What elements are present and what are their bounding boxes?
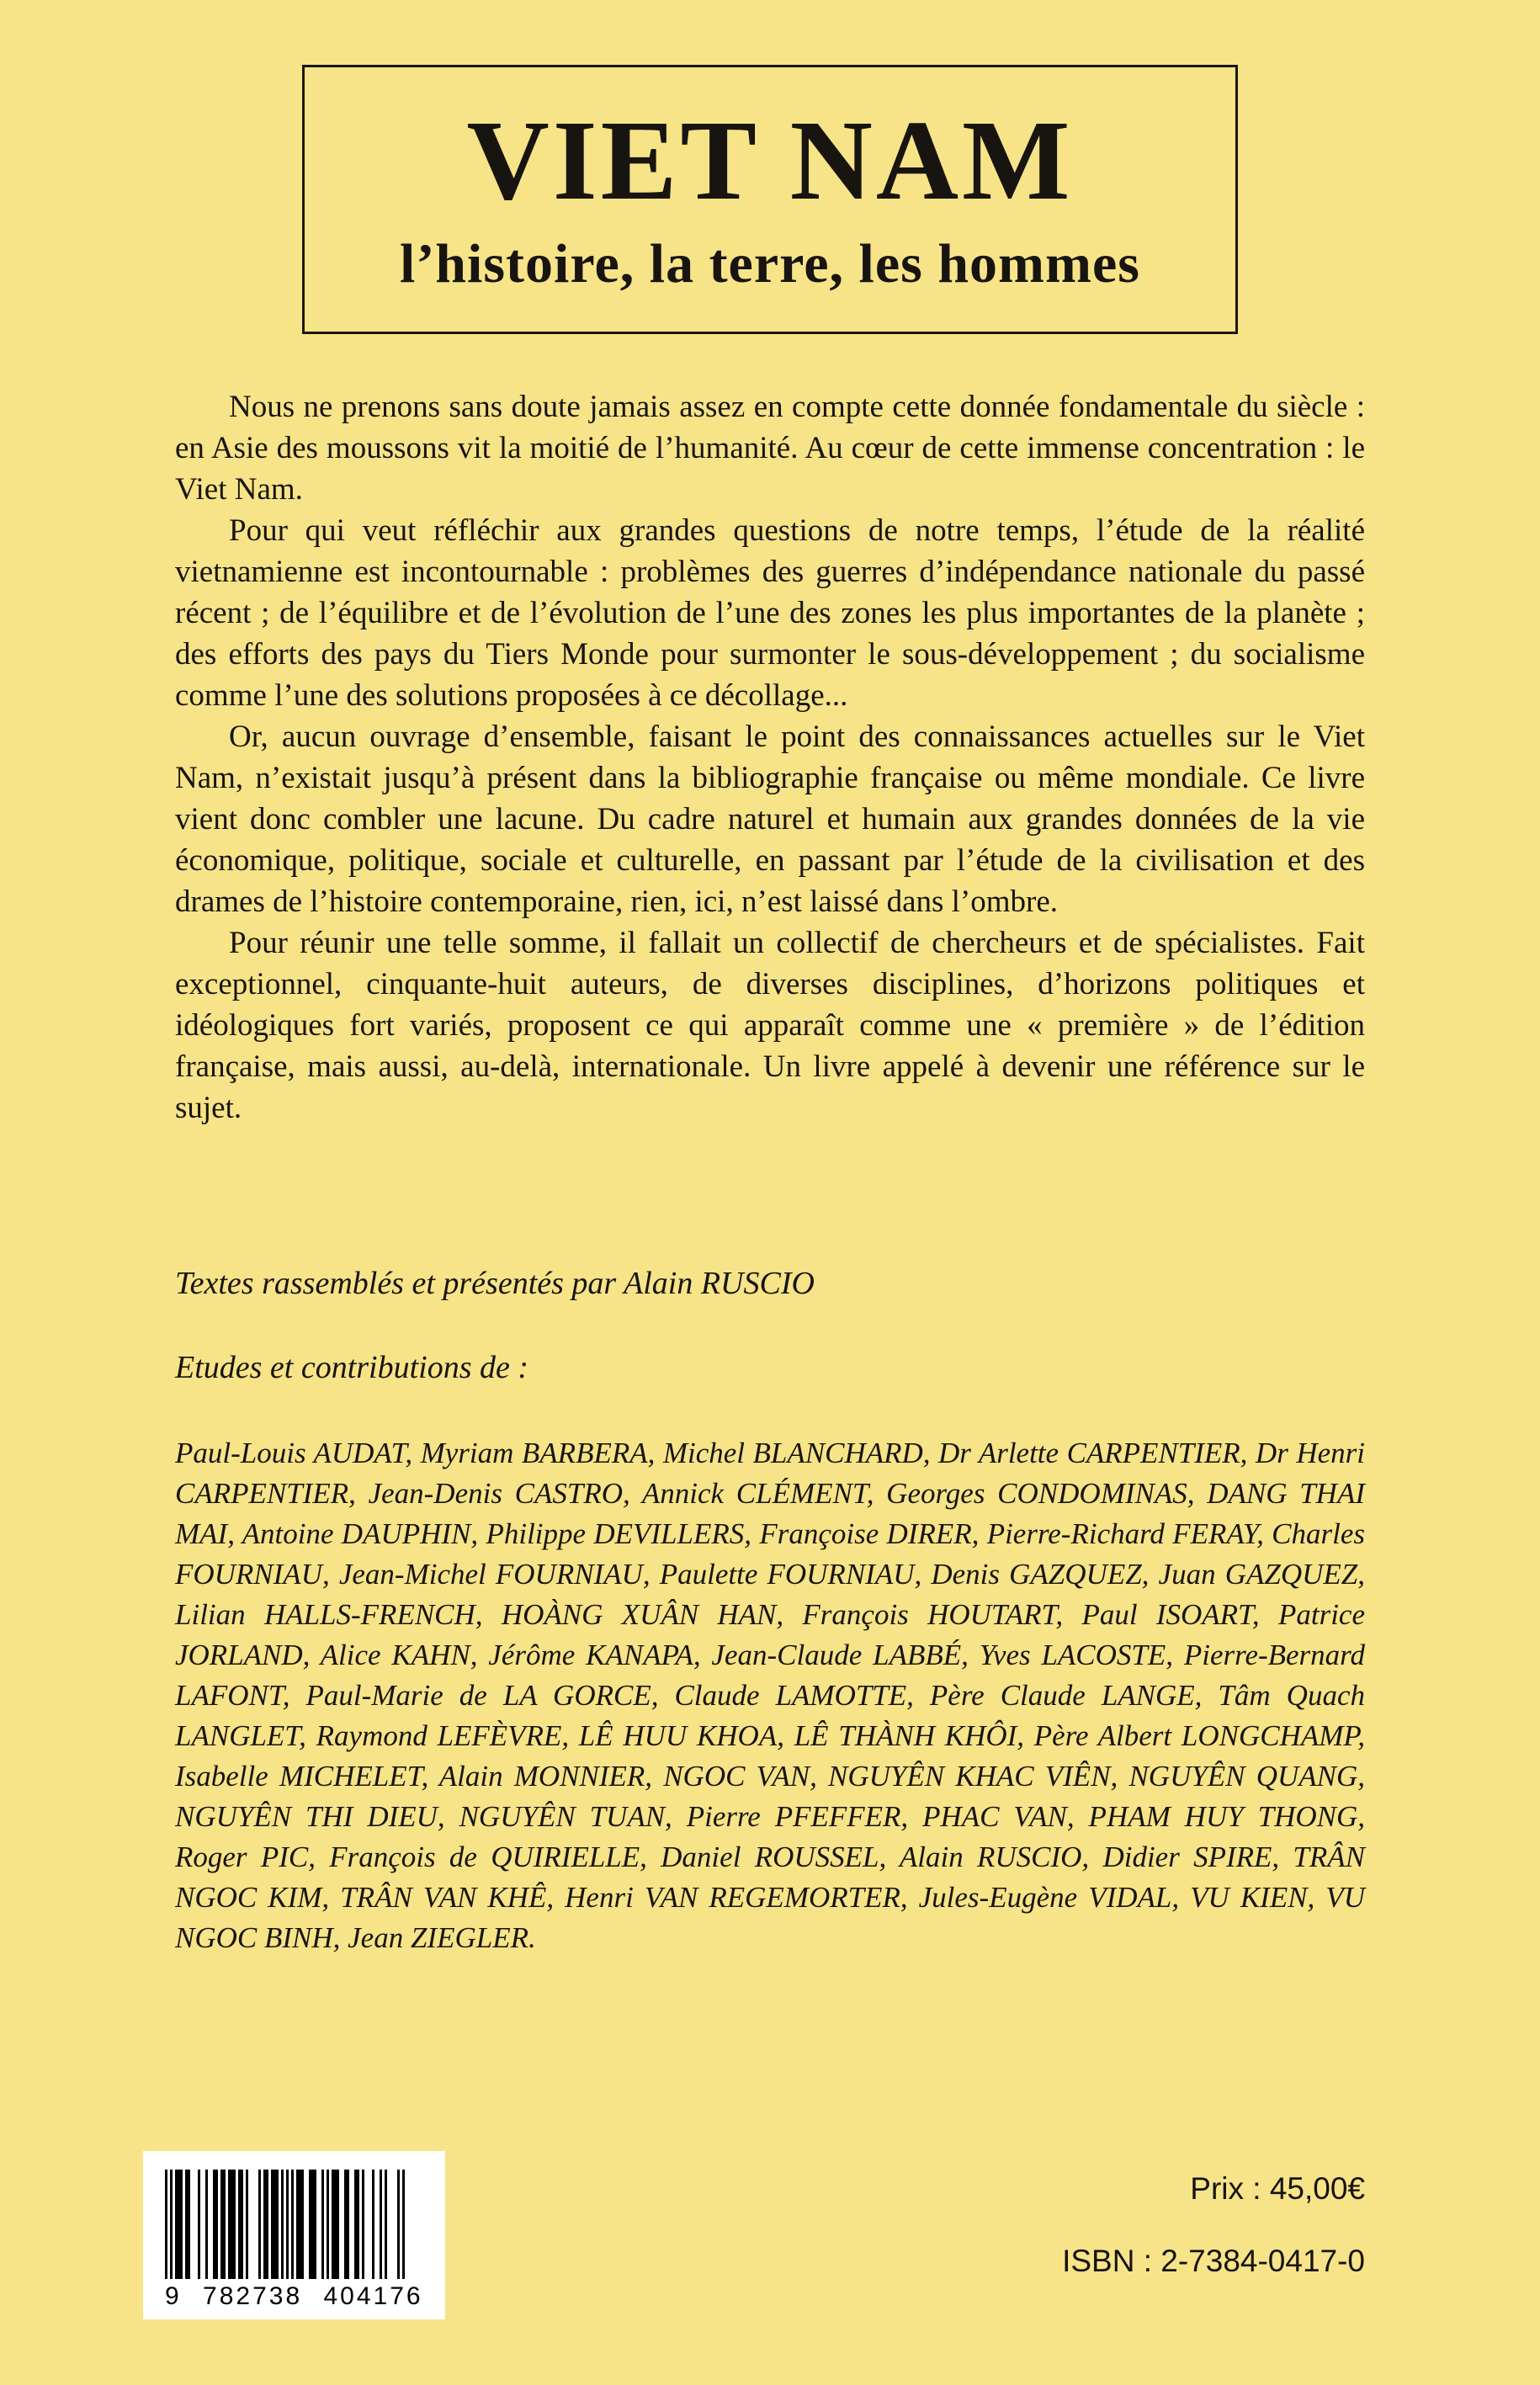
isbn-label: ISBN : 2-7384-0417-0 — [1062, 2244, 1365, 2278]
blurb-paragraph-2: Pour qui veut réfléchir aux grandes questions de notre temps, l’étude de la réalité vietnamienne est incontournable : problèmes des guerres d’indépendance nationale du passé récent ; de l’équilibre et de l’évolution de l’une des zones les plus importantes de la planète ; des efforts des pays du Tiers Monde pour surmonter le sous-développement ; du socialisme comme l’une des solutions proposées à ce décollage... — [175, 513, 1365, 714]
blurb-paragraph-4: Pour réunir une telle somme, il fallait un collectif de chercheurs et de spécialistes. Fait exceptionnel, cinquante-huit auteurs, de diverses disciplines, d’horizons politiques et idéologiques fort variés, proposent ce qui apparaît comme une « première » de l’édition française, mais aussi, au-delà, internationale. Un livre appelé à devenir une référence sur le sujet. — [175, 926, 1365, 1126]
editor-line: Textes rassemblés et présentés par Alain RUSCIO — [175, 1266, 815, 1302]
barcode-number: 9 782738 404176 — [165, 2282, 423, 2310]
barcode-bars — [165, 2170, 423, 2279]
title-box — [302, 65, 1238, 334]
pricing-block — [1062, 2171, 1365, 2279]
contributions-label: Etudes et contributions de : — [175, 1350, 529, 1386]
blurb-paragraph-3: Or, aucun ouvrage d’ensemble, faisant le point des connaissances actuelles sur le Viet Nam, n’existait jusqu’à présent dans la bibliographie française ou même mondiale. Ce livre vient donc combler une lacune. Du cadre naturel et humain aux grandes données de la vie économique, politique, sociale et culturelle, en passant par l’étude de la civilisation et des drames de l’histoire contemporaine, rien, ici, n’est laissé dans l’ombre. — [175, 720, 1365, 920]
contributors-list: Paul-Louis AUDAT, Myriam BARBERA, Michel BLANCHARD, Dr Arlette CARPENTIER, Dr Henri CARPENTIER, Jean-Denis CASTRO, Annick CLÉMENT, Georges CONDOMINAS, DANG THAI MAI, Antoine DAUPHIN, Philippe DEVILLERS, Françoise DIRER, Pierre-Richard FERAY, Charles FOURNIAU, Jean-Michel FOURNIAU, Paulette FOURNIAU, Denis GAZQUEZ, Juan GAZQUEZ, Lilian HALLS-FRENCH, HOÀNG XUÂN HAN, François HOUTART, Paul ISOART, Patrice JORLAND, Alice KAHN, Jérôme KANAPA, Jean-Claude LABBÉ, Yves LACOSTE, Pierre-Bernard LAFONT, Paul-Marie de LA GORCE, Claude LAMOTTE, Père Claude LANGE, Tâm Quach LANGLET, Raymond LEFÈVRE, LÊ HUU KHOA, LÊ THÀNH KHÔI, Père Albert LONGCHAMP, Isabelle MICHELET, Alain MONNIER, NGOC VAN, NGUYÊN KHAC VIÊN, NGUYÊN QUANG, NGUYÊN THI DIEU, NGUYÊN TUAN, Pierre PFEFFER, PHAC VAN, PHAM HUY THONG, Roger PIC, François de QUIRIELLE, Daniel ROUSSEL, Alain RUSCIO, Didier SPIRE, TRÂN NGOC KIM, TRÂN VAN KHÊ, Henri VAN REGEMORTER, Jules-Eugène VIDAL, VU KIEN, VU NGOC BINH, Jean ZIEGLER. — [175, 1437, 1365, 1955]
credits — [175, 1263, 1365, 1958]
blurb — [175, 386, 1365, 1129]
blurb-paragraph-1: Nous ne prenons sans doute jamais assez en compte cette donnée fondamentale du siècle : en Asie des moussons vit la moitié de l’humanité. Au cœur de cette immense concentration : le Viet Nam. — [175, 390, 1365, 507]
price-label: Prix : 45,00€ — [1190, 2171, 1365, 2206]
book-subtitle: l’histoire, la terre, les hommes — [399, 232, 1140, 295]
barcode — [143, 2151, 445, 2319]
footer — [0, 2151, 1540, 2319]
book-title: VIET NAM — [466, 98, 1074, 224]
